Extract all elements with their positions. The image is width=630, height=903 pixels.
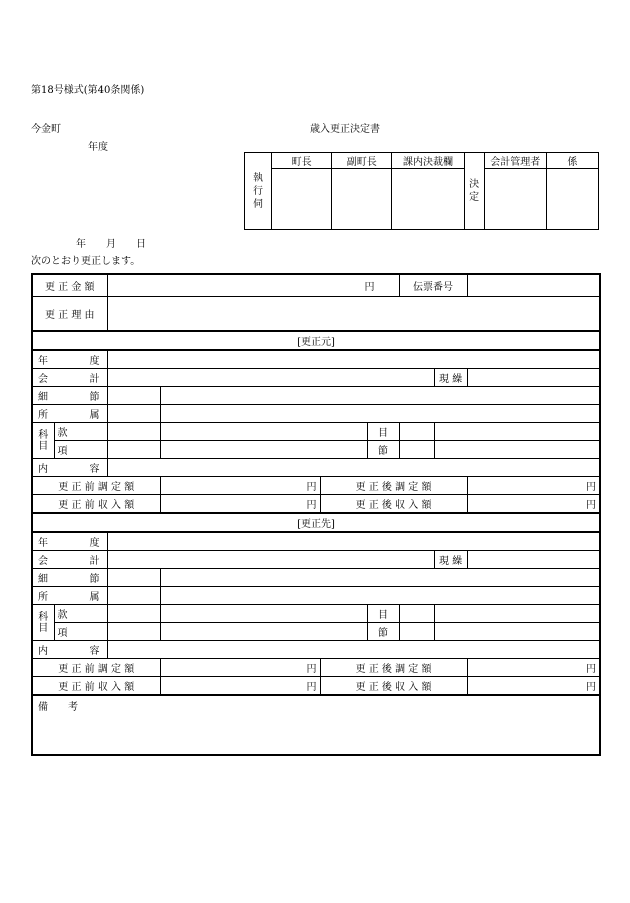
origin-shozoku-field[interactable]	[160, 405, 600, 423]
amount-field[interactable]	[107, 274, 399, 297]
fiscal-year-label: 年度	[88, 142, 108, 153]
origin-setsu-field[interactable]	[434, 441, 600, 459]
destination-shozoku-field[interactable]	[160, 587, 600, 605]
destination-kamoku-label: 科 目	[32, 605, 54, 641]
clerk-stamp-cell[interactable]	[546, 169, 598, 230]
destination-moku-code[interactable]	[399, 605, 434, 623]
deputy-mayor-stamp-cell[interactable]	[332, 169, 392, 230]
yen-unit: 円	[586, 682, 597, 693]
mayor-stamp-cell[interactable]	[272, 169, 332, 230]
destination-naiyou-label: 内 容	[32, 641, 107, 659]
clerk-header: 係	[546, 153, 598, 169]
correction-form-table	[31, 273, 601, 756]
voucher-label: 伝票番号	[399, 274, 467, 297]
destination-kan-label: 款	[54, 605, 107, 623]
origin-saisetsu-field[interactable]	[160, 387, 600, 405]
origin-shozoku-code[interactable]	[107, 405, 160, 423]
destination-section-title: [更正先]	[32, 513, 600, 532]
origin-kamoku-label: 科 目	[32, 423, 54, 459]
intro-text: 次のとおり更正します。	[31, 256, 141, 267]
destination-setsu-label: 節	[367, 623, 399, 641]
destination-post-chotei-field[interactable]	[467, 659, 600, 677]
yen-unit: 円	[306, 682, 317, 693]
destination-pre-shunyu-label: 更 正 前 収 入 額	[32, 677, 160, 696]
destination-saisetsu-field[interactable]	[160, 569, 600, 587]
origin-year-label: 年 度	[32, 350, 107, 369]
origin-kan-field[interactable]	[160, 423, 367, 441]
approval-table	[244, 152, 599, 230]
origin-naiyou-field[interactable]	[107, 459, 600, 477]
origin-setsu-code[interactable]	[399, 441, 434, 459]
yen-unit: 円	[586, 482, 597, 493]
mayor-header: 町長	[272, 153, 332, 169]
document-title: 歳入更正決定書	[310, 124, 380, 135]
destination-pre-shunyu-field[interactable]	[160, 677, 320, 696]
yen-unit: 円	[306, 500, 317, 511]
destination-saisetsu-label: 細 節	[32, 569, 107, 587]
deputy-mayor-header: 副町長	[332, 153, 392, 169]
destination-year-field[interactable]	[107, 532, 600, 551]
destination-account-field[interactable]	[107, 551, 434, 569]
destination-shozoku-code[interactable]	[107, 587, 160, 605]
destination-pre-chotei-label: 更 正 前 調 定 額	[32, 659, 160, 677]
origin-post-shunyu-label: 更 正 後 収 入 額	[320, 495, 467, 514]
yen-unit: 円	[306, 482, 317, 493]
yen-unit: 円	[364, 282, 375, 293]
origin-kou-label: 項	[54, 441, 107, 459]
destination-genkuri-label: 現 繰	[434, 551, 467, 569]
origin-post-chotei-label: 更 正 後 調 定 額	[320, 477, 467, 495]
origin-genkuri-label: 現 繰	[434, 369, 467, 387]
origin-section-title: [更正元]	[32, 331, 600, 350]
destination-moku-label: 目	[367, 605, 399, 623]
destination-post-shunyu-label: 更 正 後 収 入 額	[320, 677, 467, 696]
destination-post-chotei-label: 更 正 後 調 定 額	[320, 659, 467, 677]
destination-post-shunyu-field[interactable]	[467, 677, 600, 696]
decision-label: 決 定	[464, 153, 484, 230]
town-name: 今金町	[31, 124, 61, 135]
destination-moku-field[interactable]	[434, 605, 600, 623]
origin-kou-field[interactable]	[160, 441, 367, 459]
origin-kan-code[interactable]	[107, 423, 160, 441]
origin-post-shunyu-field[interactable]	[467, 495, 600, 514]
origin-moku-label: 目	[367, 423, 399, 441]
section-approval-stamp-cell[interactable]	[392, 169, 464, 230]
destination-naiyou-field[interactable]	[107, 641, 600, 659]
yen-unit: 円	[306, 664, 317, 675]
destination-kou-code[interactable]	[107, 623, 160, 641]
origin-pre-shunyu-field[interactable]	[160, 495, 320, 514]
destination-account-label: 会 計	[32, 551, 107, 569]
reason-label: 更 正 理 由	[32, 297, 107, 332]
destination-pre-chotei-field[interactable]	[160, 659, 320, 677]
origin-year-field[interactable]	[107, 350, 600, 369]
accounting-manager-header: 会計管理者	[484, 153, 546, 169]
accounting-manager-stamp-cell[interactable]	[484, 169, 546, 230]
destination-setsu-code[interactable]	[399, 623, 434, 641]
remarks-field[interactable]	[32, 695, 600, 755]
origin-moku-field[interactable]	[434, 423, 600, 441]
origin-saisetsu-label: 細 節	[32, 387, 107, 405]
destination-year-label: 年 度	[32, 532, 107, 551]
destination-kan-code[interactable]	[107, 605, 160, 623]
date-label: 年 月 日	[76, 239, 146, 250]
destination-kou-label: 項	[54, 623, 107, 641]
origin-account-label: 会 計	[32, 369, 107, 387]
origin-shozoku-label: 所 属	[32, 405, 107, 423]
origin-account-field[interactable]	[107, 369, 434, 387]
origin-genkuri-field[interactable]	[467, 369, 600, 387]
remarks-label: 備 考	[38, 702, 78, 713]
origin-pre-chotei-field[interactable]	[160, 477, 320, 495]
origin-pre-chotei-label: 更 正 前 調 定 額	[32, 477, 160, 495]
voucher-number-field[interactable]	[467, 274, 600, 297]
origin-kan-label: 款	[54, 423, 107, 441]
yen-unit: 円	[586, 664, 597, 675]
destination-saisetsu-code[interactable]	[107, 569, 160, 587]
origin-setsu-label: 節	[367, 441, 399, 459]
destination-shozoku-label: 所 属	[32, 587, 107, 605]
origin-pre-shunyu-label: 更 正 前 収 入 額	[32, 495, 160, 514]
amount-label: 更 正 金 額	[32, 274, 107, 297]
origin-saisetsu-code[interactable]	[107, 387, 160, 405]
origin-moku-code[interactable]	[399, 423, 434, 441]
section-approval-header: 課内決裁欄	[392, 153, 464, 169]
destination-kou-field[interactable]	[160, 623, 367, 641]
destination-kan-field[interactable]	[160, 605, 367, 623]
form-number: 第18号様式(第40条関係)	[31, 85, 145, 96]
origin-naiyou-label: 内 容	[32, 459, 107, 477]
origin-kou-code[interactable]	[107, 441, 160, 459]
destination-setsu-field[interactable]	[434, 623, 600, 641]
origin-post-chotei-field[interactable]	[467, 477, 600, 495]
reason-field[interactable]	[107, 297, 600, 332]
destination-genkuri-field[interactable]	[467, 551, 600, 569]
yen-unit: 円	[586, 500, 597, 511]
approval-request-label: 執 行 伺	[245, 153, 272, 230]
